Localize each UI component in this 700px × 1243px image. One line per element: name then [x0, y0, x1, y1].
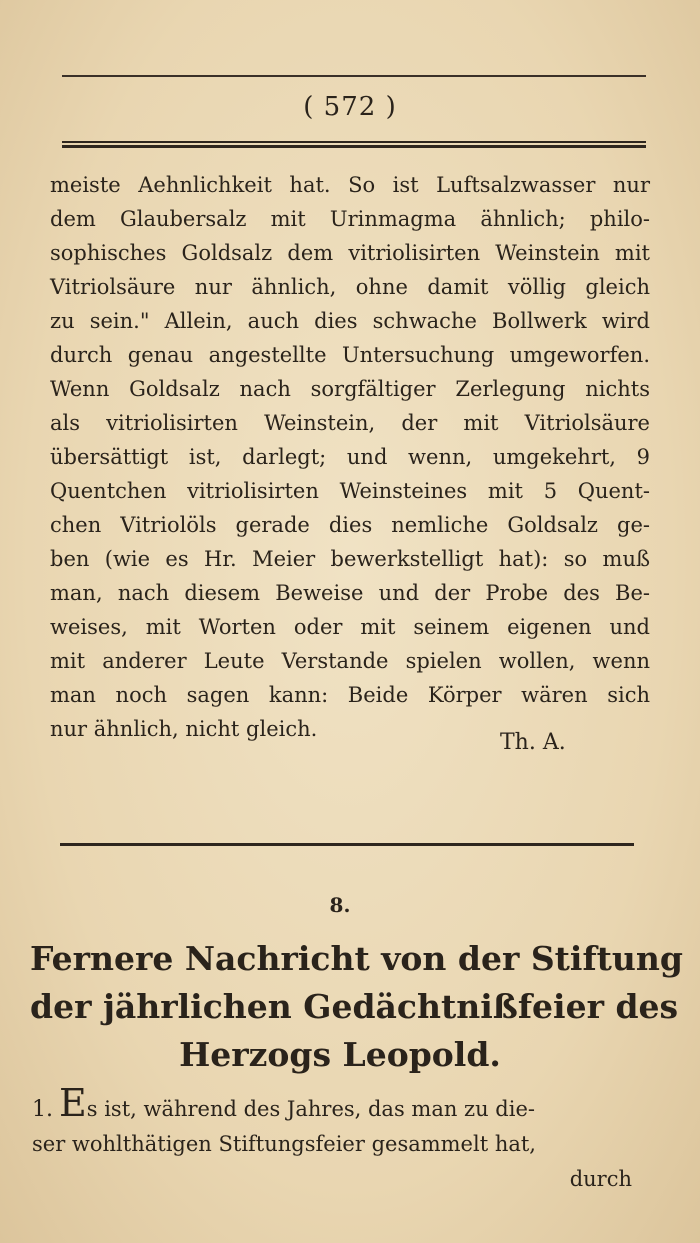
top-double-rule — [62, 141, 646, 148]
text-line: nur ähnlich, nicht gleich. — [50, 717, 318, 741]
text-line: Quentchen vitriolisirten Weinsteines mit 5 Quent- — [50, 479, 650, 503]
section-paragraph — [32, 1081, 632, 1197]
catchword: durch — [569, 1167, 632, 1191]
top-thin-rule — [62, 75, 646, 77]
heading-line: Fernere Nachricht von der Stiftung — [30, 939, 683, 978]
text-line: durch genau angestellte Untersuchung umgeworfen. — [50, 343, 650, 367]
page-number: ( 572 ) — [303, 92, 397, 122]
text-line: als vitriolisirten Weinstein, der mit Vitriolsäure — [50, 411, 650, 435]
heading-line: Herzogs Leopold. — [179, 1035, 501, 1074]
text-line: man noch sagen kann: Beide Körper wären sich — [50, 683, 650, 707]
text-line: weises, mit Worten oder mit seinem eigenen und — [50, 615, 650, 639]
text-line: Vitriolsäure nur ähnlich, ohne damit völlig gleich — [50, 275, 650, 299]
section-heading — [30, 935, 683, 1079]
text-line: Wenn Goldsalz nach sorgfältiger Zerlegung nichts — [50, 377, 650, 401]
text-line: dem Glaubersalz mit Urinmagma ähnlich; philo- — [50, 207, 650, 231]
text-line: ben (wie es Hr. Meier bewerkstelligt hat): so muß — [50, 547, 650, 571]
section-number: 8. — [329, 893, 351, 917]
para-line-text: s ist, während des Jahres, das man zu die- — [86, 1097, 535, 1121]
text-line: meiste Aehnlichkeit hat. So ist Luftsalzwasser nur — [50, 173, 650, 197]
text-line: mit anderer Leute Verstande spielen wollen, wenn — [50, 649, 650, 673]
para-line — [32, 1081, 632, 1127]
signature: Th. A. — [500, 730, 566, 755]
section-divider — [60, 843, 634, 846]
text-line: chen Vitriolöls gerade dies nemliche Goldsalz ge- — [50, 513, 650, 537]
initial-letter: E — [59, 1081, 87, 1125]
body-text — [50, 168, 650, 746]
paragraph-number: 1. — [32, 1097, 53, 1122]
text-line: übersättigt ist, darlegt; und wenn, umgekehrt, 9 — [50, 445, 650, 469]
heading-line: der jährlichen Gedächtnißfeier des — [30, 987, 679, 1026]
text-line: man, nach diesem Beweise und der Probe des Be- — [50, 581, 650, 605]
para-line: ser wohlthätigen Stiftungsfeier gesammelt hat, — [32, 1132, 536, 1156]
text-line: sophisches Goldsalz dem vitriolisirten Weinstein mit — [50, 241, 650, 265]
text-line: zu sein." Allein, auch dies schwache Bollwerk wird — [50, 309, 650, 333]
